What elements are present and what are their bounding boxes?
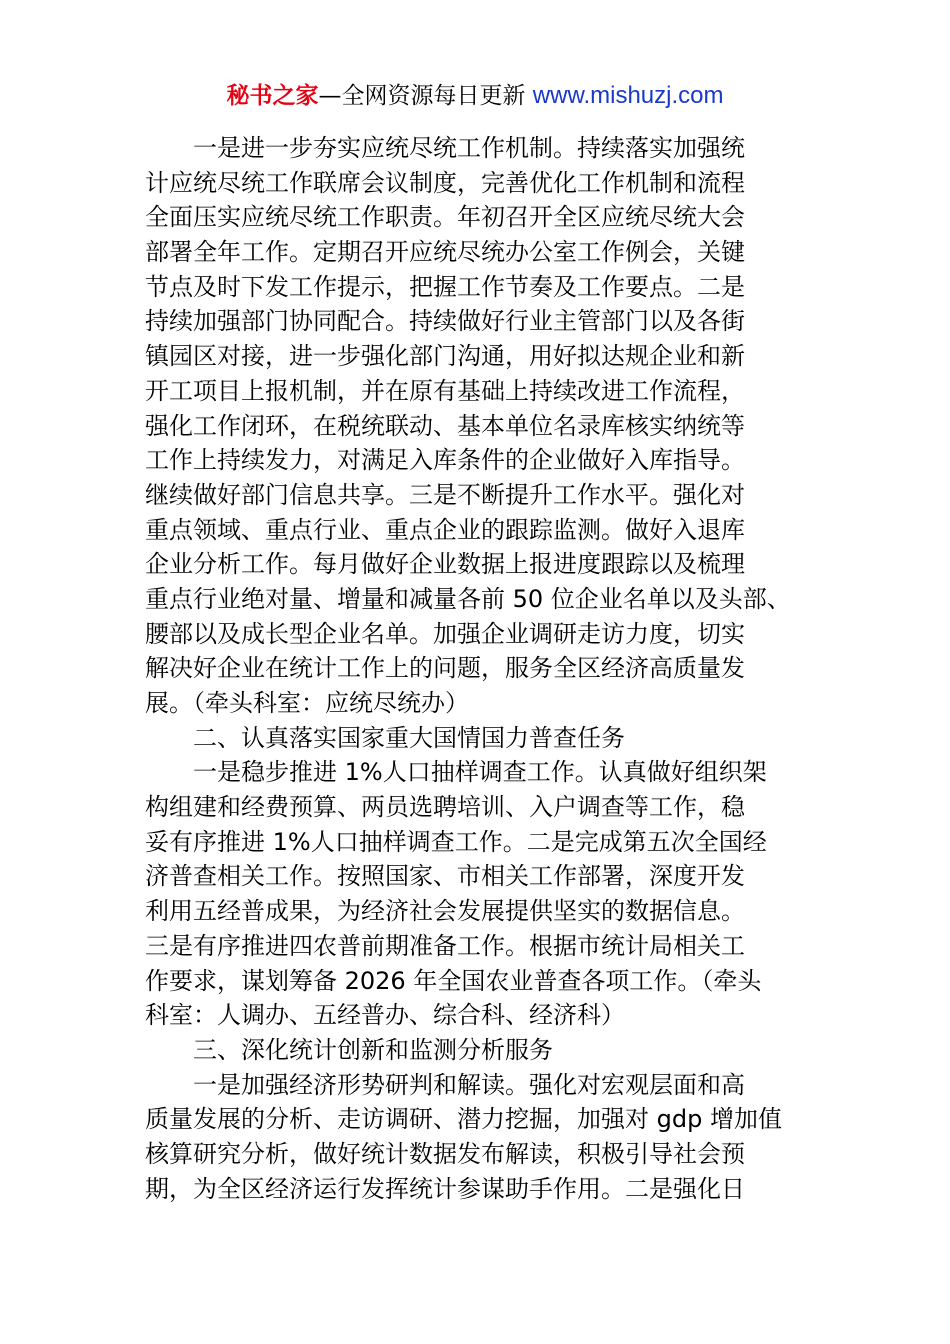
paragraph-line: 三是有序推进四农普前期准备工作。根据市统计局相关工 [145,931,745,960]
paragraph-line: 工作上持续发力，对满足入库条件的企业做好入库指导。 [145,446,745,475]
paragraph-line: 一是稳步推进 1%人口抽样调查工作。认真做好组织架 [193,758,767,787]
paragraph-line: 期，为全区经济运行发挥统计参谋助手作用。二是强化日 [145,1174,745,1203]
paragraph-line: 腰部以及成长型企业名单。加强企业调研走访力度，切实 [145,619,745,648]
paragraph-line: 计应统尽统工作联席会议制度，完善优化工作机制和流程 [145,168,745,197]
paragraph-line: 科室：人调办、五经普办、综合科、经济科） [145,1001,625,1030]
paragraph-line: 解决好企业在统计工作上的问题，服务全区经济高质量发 [145,654,745,683]
paragraph-line: 济普查相关工作。按照国家、市相关工作部署，深度开发 [145,862,745,891]
paragraph-line: 重点行业绝对量、增量和减量各前 50 位企业名单以及头部、 [145,584,791,613]
document-body [145,131,817,1206]
header-tagline: —全网资源每日更新 [318,83,533,109]
section-heading: 二、认真落实国家重大国情国力普查任务 [193,723,625,752]
paragraph-line: 部署全年工作。定期召开应统尽统办公室工作例会，关键 [145,238,745,267]
paragraph-line: 展。（牵头科室：应统尽统办） [145,689,469,717]
paragraph-line: 一是进一步夯实应统尽统工作机制。持续落实加强统 [193,134,745,162]
header-url-link[interactable]: www.mishuzj.com [532,82,724,109]
header-brand: 秘书之家 [226,83,319,109]
section-heading: 三、深化统计创新和监测分析服务 [193,1035,553,1064]
paragraph-line: 利用五经普成果，为经济社会发展提供坚实的数据信息。 [145,897,745,926]
paragraph-line: 强化工作闭环，在税统联动、基本单位名录库核实纳统等 [145,411,745,440]
paragraph-line: 企业分析工作。每月做好企业数据上报进度跟踪以及梳理 [145,550,745,579]
paragraph-line: 继续做好部门信息共享。三是不断提升工作水平。强化对 [145,480,745,509]
paragraph-line: 开工项目上报机制，并在原有基础上持续改进工作流程， [145,376,745,405]
paragraph-line: 质量发展的分析、走访调研、潜力挖掘，加强对 gdp 增加值 [145,1105,782,1134]
paragraph-line: 镇园区对接，进一步强化部门沟通，用好拟达规企业和新 [145,342,745,371]
paragraph-line: 节点及时下发工作提示，把握工作节奏及工作要点。二是 [145,272,745,301]
paragraph-line: 一是加强经济形势研判和解读。强化对宏观层面和高 [193,1070,745,1099]
paragraph-line: 核算研究分析，做好统计数据发布解读，积极引导社会预 [145,1139,745,1168]
page-header [0,80,950,112]
paragraph-line: 全面压实应统尽统工作职责。年初召开全区应统尽统大会 [145,203,745,232]
paragraph-line: 作要求，谋划筹备 2026 年全国农业普查各项工作。（牵头 [145,966,762,995]
paragraph-line: 重点领域、重点行业、重点企业的跟踪监测。做好入退库 [145,515,745,544]
paragraph-line: 持续加强部门协同配合。持续做好行业主管部门以及各街 [145,307,745,336]
paragraph-line: 妥有序推进 1%人口抽样调查工作。二是完成第五次全国经 [145,827,767,856]
paragraph-line: 构组建和经费预算、两员选聘培训、入户调查等工作，稳 [145,793,745,822]
